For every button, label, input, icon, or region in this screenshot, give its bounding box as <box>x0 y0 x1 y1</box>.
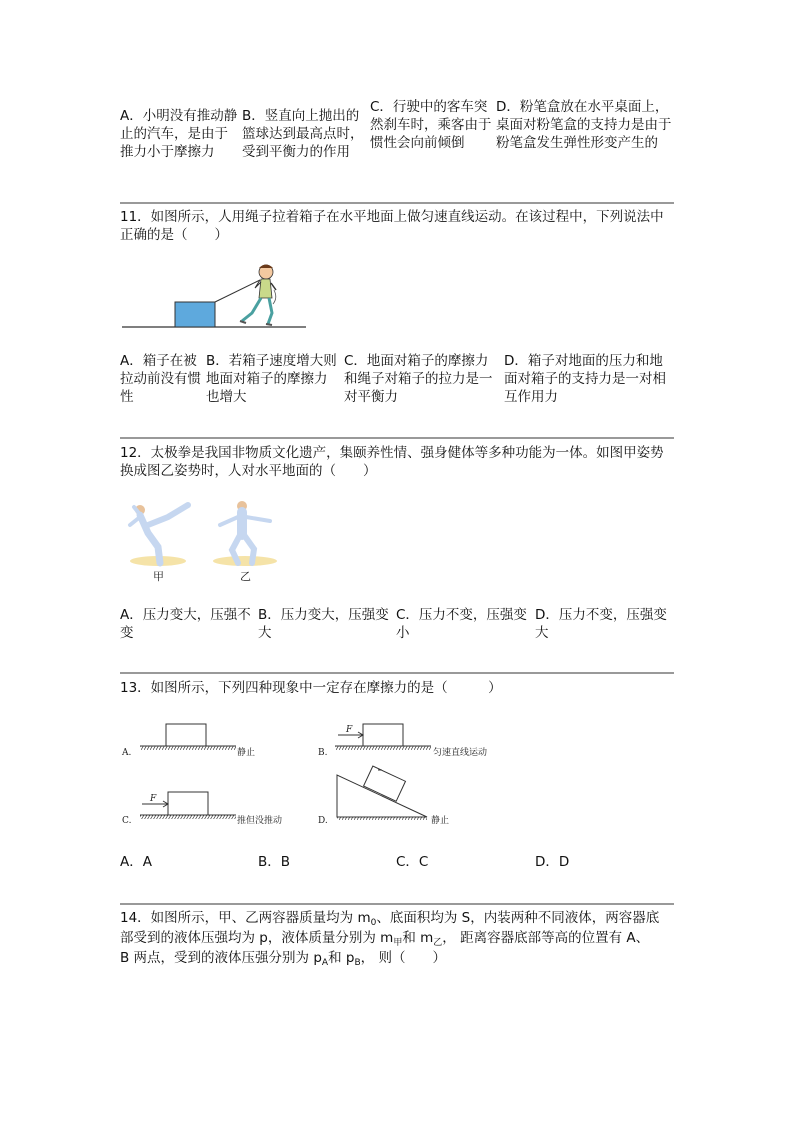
q14-line-1: 14．如图所示，甲、乙两容器质量均为 $m_0$、底面积均为 S，内装两种不同液体，两容器底 <box>120 910 660 928</box>
q13-option-c[interactable]: C．C <box>396 854 429 870</box>
q11-figure <box>120 258 310 333</box>
fig-b-label: B. <box>318 748 328 758</box>
fig-c-label: C. <box>122 816 132 826</box>
q12-figure <box>120 495 290 585</box>
divider <box>120 202 674 204</box>
person-body <box>259 279 272 298</box>
fig-a-label: A. <box>122 748 132 758</box>
q14-stem <box>120 909 680 969</box>
q11-stem: 11．如图所示，人用绳子拉着箱子在水平地面上做匀速直线运动。在该过程中，下列说法中正确的是（ ） <box>120 209 664 243</box>
label-yi: 乙 <box>240 570 251 583</box>
divider <box>120 903 674 905</box>
box <box>175 302 215 327</box>
rope <box>215 280 260 302</box>
q10-option-d[interactable]: D．粉笔盒放在水平桌面上，桌面对粉笔盒的支持力是由于粉笔盒发生弹性形变产生的 <box>496 99 672 151</box>
q14-line-3: B 两点，受到的液体压强分别为 $p_A$和 $p_B$， 则（ ） <box>120 950 446 968</box>
q14-line-2: 部受到的液体压强均为 p，液体质量分别为 $m_甲$和 $m_乙$， 距离容器底部等高的位置有 A、 <box>120 930 650 948</box>
q10-option-a[interactable]: A．小明没有推动静止的汽车，是由于推力小于摩擦力 <box>120 108 238 160</box>
fig-c-caption: 推但没推动 <box>237 816 283 826</box>
q12-option-d[interactable]: D．压力不变，压强变大 <box>535 607 667 641</box>
q13-stem: 13．如图所示，下列四种现象中一定存在摩擦力的是（ ） <box>120 680 502 696</box>
q12-option-b[interactable]: B．压力变大，压强变大 <box>258 607 389 641</box>
q13-option-a[interactable]: A．A <box>120 854 152 870</box>
divider <box>120 672 674 674</box>
q13-figure <box>120 715 500 830</box>
label-jia: 甲 <box>153 570 164 583</box>
q11-option-d[interactable]: D．箱子对地面的压力和地面对箱子的支持力是一对相互作用力 <box>504 353 666 405</box>
q13-option-b[interactable]: B．B <box>258 854 291 870</box>
q12-stem: 12．太极拳是我国非物质文化遗产，集颐养性情、强身健体等多种功能为一体。如图甲姿势换成图乙姿势时，人对水平地面的（ ） <box>120 445 664 479</box>
q10-option-c[interactable]: C．行驶中的客车突然刹车时，乘客由于惯性会向前倾倒 <box>370 99 492 151</box>
fig-c-force: F <box>150 794 157 804</box>
q12-option-c[interactable]: C．压力不变，压强变小 <box>396 607 527 641</box>
q10-option-b[interactable]: B．竖直向上抛出的篮球达到最高点时，受到平衡力的作用 <box>242 108 364 160</box>
fig-d-label: D. <box>318 816 328 826</box>
q13-option-d[interactable]: D．D <box>535 854 570 870</box>
q11-option-c[interactable]: C．地面对箱子的摩擦力和绳子对箱子的拉力是一对平衡力 <box>344 353 493 405</box>
fig-b-force: F <box>346 725 353 735</box>
q11-option-b[interactable]: B．若箱子速度增大则地面对箱子的摩擦力也增大 <box>206 353 337 405</box>
person-legs <box>242 298 272 324</box>
divider <box>120 437 674 439</box>
fig-b-caption: 匀速直线运动 <box>433 748 488 758</box>
q11-option-a[interactable]: A．箱子在被拉动前没有惯性 <box>120 353 201 405</box>
fig-d-caption: 静止 <box>431 816 450 826</box>
q12-option-a[interactable]: A．压力变大，压强不变 <box>120 607 251 641</box>
fig-a-caption: 静止 <box>237 748 256 758</box>
